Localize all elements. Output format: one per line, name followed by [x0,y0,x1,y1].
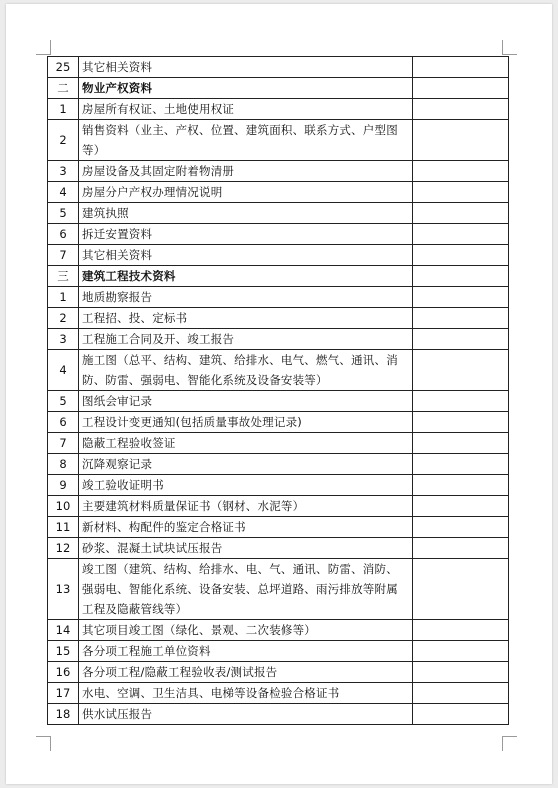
crop-mark-bottom-left [36,736,51,751]
row-number-cell: 15 [48,641,79,662]
row-note-cell[interactable] [413,329,509,350]
row-number-cell: 17 [48,683,79,704]
row-number-cell: 三 [48,266,79,287]
section-header-row [48,78,509,99]
table-row [48,683,509,704]
table-row [48,517,509,538]
row-note-cell[interactable] [413,620,509,641]
table-row [48,308,509,329]
row-item-cell[interactable]: 隐蔽工程验收签证 [79,433,413,454]
table-row [48,350,509,391]
row-note-cell[interactable] [413,350,509,391]
row-note-cell[interactable] [413,203,509,224]
crop-mark-bottom-right [502,736,517,751]
row-number-cell: 25 [48,57,79,78]
row-item-cell[interactable]: 工程施工合同及开、竣工报告 [79,329,413,350]
row-note-cell[interactable] [413,266,509,287]
row-number-cell: 6 [48,224,79,245]
row-number-cell: 二 [48,78,79,99]
row-note-cell[interactable] [413,120,509,161]
table-row [48,182,509,203]
table-row [48,245,509,266]
row-item-cell[interactable]: 物业产权资料 [79,78,413,99]
row-number-cell: 10 [48,496,79,517]
row-item-cell[interactable]: 其它相关资料 [79,57,413,78]
row-item-cell[interactable]: 图纸会审记录 [79,391,413,412]
table-row [48,224,509,245]
row-note-cell[interactable] [413,538,509,559]
row-note-cell[interactable] [413,57,509,78]
table-row [48,475,509,496]
row-number-cell: 8 [48,454,79,475]
row-item-cell[interactable]: 工程招、投、定标书 [79,308,413,329]
row-item-cell[interactable]: 地质勘察报告 [79,287,413,308]
crop-mark-top-left [36,40,51,55]
section-header-row [48,266,509,287]
row-note-cell[interactable] [413,475,509,496]
table-row [48,99,509,120]
row-number-cell: 3 [48,329,79,350]
row-note-cell[interactable] [413,433,509,454]
row-item-cell[interactable]: 工程设计变更通知(包括质量事故处理记录) [79,412,413,433]
crop-mark-top-right [502,40,517,55]
row-number-cell: 2 [48,308,79,329]
row-item-cell[interactable]: 施工图（总平、结构、建筑、给排水、电气、燃气、通讯、消防、防雷、强弱电、智能化系统及设备安装等） [79,350,413,391]
row-note-cell[interactable] [413,517,509,538]
row-item-cell[interactable]: 房屋所有权证、土地使用权证 [79,99,413,120]
row-note-cell[interactable] [413,412,509,433]
table-row [48,620,509,641]
table-row [48,538,509,559]
row-item-cell[interactable]: 各分项工程施工单位资料 [79,641,413,662]
table-row [48,496,509,517]
row-number-cell: 6 [48,412,79,433]
row-item-cell[interactable]: 各分项工程/隐蔽工程验收表/测试报告 [79,662,413,683]
row-number-cell: 1 [48,99,79,120]
row-note-cell[interactable] [413,662,509,683]
row-item-cell[interactable]: 新材料、构配件的鉴定合格证书 [79,517,413,538]
row-item-cell[interactable]: 供水试压报告 [79,704,413,725]
table-row [48,433,509,454]
table-row [48,391,509,412]
table-row [48,641,509,662]
row-note-cell[interactable] [413,641,509,662]
document-page [6,4,552,784]
row-number-cell: 1 [48,287,79,308]
row-number-cell: 7 [48,433,79,454]
row-item-cell[interactable]: 主要建筑材料质量保证书（钢材、水泥等） [79,496,413,517]
table-row [48,203,509,224]
row-item-cell[interactable]: 其它项目竣工图（绿化、景观、二次装修等） [79,620,413,641]
row-note-cell[interactable] [413,78,509,99]
row-number-cell: 5 [48,203,79,224]
row-item-cell[interactable]: 水电、空调、卫生洁具、电梯等设备检验合格证书 [79,683,413,704]
table-row [48,287,509,308]
table-row [48,662,509,683]
row-number-cell: 2 [48,120,79,161]
row-number-cell: 4 [48,182,79,203]
row-note-cell[interactable] [413,496,509,517]
row-item-cell[interactable]: 房屋分户产权办理情况说明 [79,182,413,203]
row-note-cell[interactable] [413,287,509,308]
row-note-cell[interactable] [413,559,509,620]
row-item-cell[interactable]: 其它相关资料 [79,245,413,266]
row-note-cell[interactable] [413,245,509,266]
row-number-cell: 16 [48,662,79,683]
row-item-cell[interactable]: 拆迁安置资料 [79,224,413,245]
row-note-cell[interactable] [413,161,509,182]
row-item-cell[interactable]: 建筑工程技术资料 [79,266,413,287]
row-number-cell: 5 [48,391,79,412]
table-row [48,559,509,620]
row-number-cell: 11 [48,517,79,538]
row-note-cell[interactable] [413,683,509,704]
table-row [48,161,509,182]
document-table [47,56,509,725]
row-note-cell[interactable] [413,454,509,475]
row-item-cell[interactable]: 房屋设备及其固定附着物清册 [79,161,413,182]
document-table-body [48,57,509,725]
row-number-cell: 9 [48,475,79,496]
row-item-cell[interactable]: 沉降观察记录 [79,454,413,475]
table-row [48,329,509,350]
table-row [48,57,509,78]
row-note-cell[interactable] [413,99,509,120]
table-row [48,120,509,161]
row-item-cell[interactable]: 竣工图（建筑、结构、给排水、电、气、通讯、防雷、消防、强弱电、智能化系统、设备安装、总坪道路、雨污排放等附属工程及隐蔽管线等） [79,559,413,620]
row-number-cell: 7 [48,245,79,266]
table-row [48,704,509,725]
table-row [48,454,509,475]
row-note-cell[interactable] [413,308,509,329]
row-note-cell[interactable] [413,391,509,412]
row-item-cell[interactable]: 砂浆、混凝土试块试压报告 [79,538,413,559]
row-item-cell[interactable]: 销售资料（业主、产权、位置、建筑面积、联系方式、户型图等） [79,120,413,161]
row-note-cell[interactable] [413,182,509,203]
row-number-cell: 4 [48,350,79,391]
row-number-cell: 12 [48,538,79,559]
row-number-cell: 18 [48,704,79,725]
row-item-cell[interactable]: 建筑执照 [79,203,413,224]
row-note-cell[interactable] [413,704,509,725]
row-note-cell[interactable] [413,224,509,245]
table-row [48,412,509,433]
row-item-cell[interactable]: 竣工验收证明书 [79,475,413,496]
row-number-cell: 3 [48,161,79,182]
row-number-cell: 14 [48,620,79,641]
row-number-cell: 13 [48,559,79,620]
